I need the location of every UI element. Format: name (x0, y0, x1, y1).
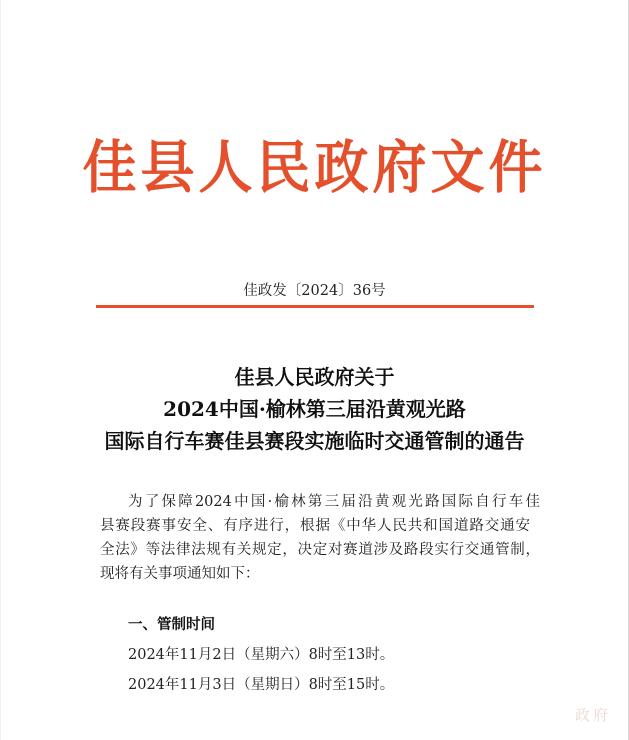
notice-title-line-3: 国际自行车赛佳县赛段实施临时交通管制的通告 (104, 429, 525, 453)
intro-paragraph-line-1: 为了保障2024中国·榆林第三届沿黄观光路国际自行车佳 (128, 494, 540, 510)
document-number: 佳政发〔2024〕36号 (243, 283, 386, 299)
masthead-title: 佳县人民政府文件 (82, 133, 547, 201)
notice-title (0, 361, 629, 457)
control-time-item-2: 2024年11月3日（星期日）8时至15时。 (128, 677, 395, 693)
intro-paragraph-line-4: 现将有关事项通知如下： (100, 566, 260, 582)
red-divider-line (96, 305, 534, 308)
notice-title-line-2: 2024中国·榆林第三届沿黄观光路 (163, 397, 466, 421)
control-time-item-1: 2024年11月2日（星期六）8时至13时。 (128, 647, 395, 663)
intro-paragraph-line-3: 全法》等法律法规有关规定，决定对赛道涉及路段实行交通管制， (100, 542, 540, 558)
notice-title-line-1: 佳县人民政府关于 (234, 365, 395, 389)
intro-paragraph-line-2: 县赛段赛事安全、有序进行，根据《中华人民共和国道路交通安 (100, 518, 530, 534)
seal-watermark: 政府 (574, 706, 611, 724)
section-heading-control-time: 一、管制时间 (128, 617, 215, 633)
